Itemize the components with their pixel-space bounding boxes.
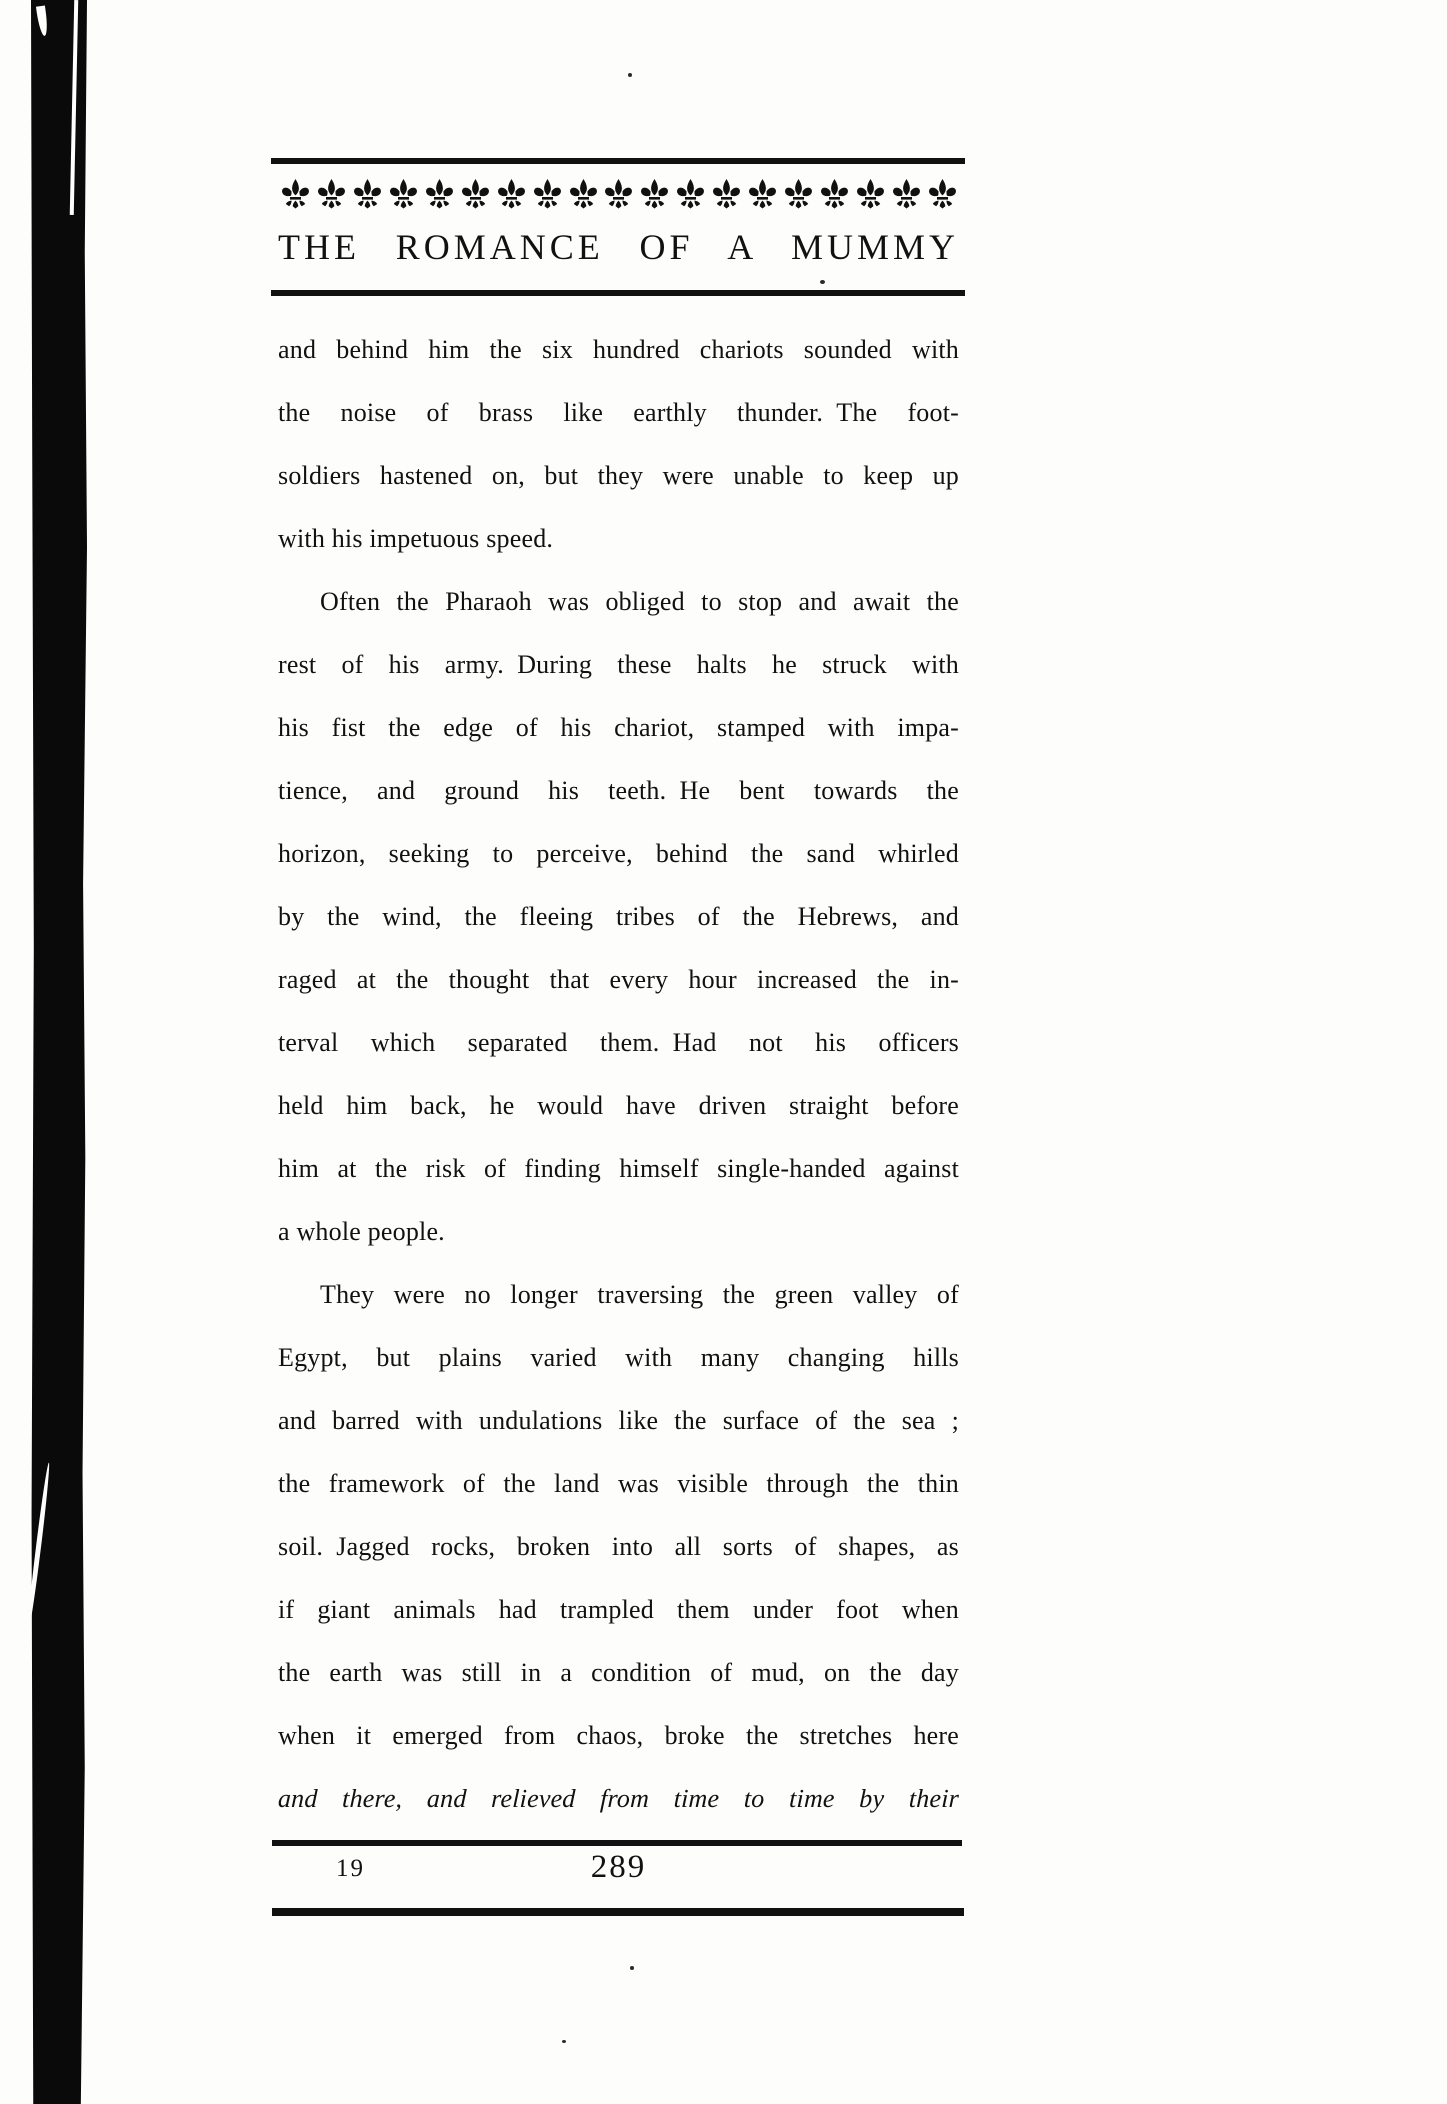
header-top-rule: [271, 158, 965, 164]
body-line: horizon, seeking to perceive, behind the sand whirled: [278, 839, 959, 868]
body-line: with his impetuous speed.: [278, 524, 554, 553]
fleur-de-lis-icon: [424, 174, 455, 213]
body-line: him at the risk of finding himself single-handed against: [278, 1154, 959, 1183]
fleur-de-lis-icon: [568, 174, 599, 213]
body-line: when it emerged from chaos, broke the stretches here: [278, 1721, 959, 1750]
body-line: the earth was still in a condition of mud, on the day: [278, 1658, 959, 1687]
footer-top-rule: [272, 1840, 962, 1846]
body-line: and behind him the six hundred chariots sounded with: [278, 335, 959, 364]
fleur-de-lis-icon: [711, 174, 742, 213]
fleur-de-lis-icon: [927, 174, 958, 213]
scan-speck: [820, 280, 825, 284]
fleur-de-lis-icon: [316, 174, 347, 213]
body-line: by the wind, the fleeing tribes of the Hebrews, and: [278, 902, 959, 931]
fleur-de-lis-icon: [603, 174, 634, 213]
fleur-de-lis-icon: [819, 174, 850, 213]
body-text: [278, 318, 959, 1830]
body-line: his fist the edge of his chariot, stamped with impa-: [278, 713, 959, 742]
body-line: They were no longer traversing the green valley of: [320, 1280, 959, 1309]
fleur-de-lis-icon: [783, 174, 814, 213]
body-line: soil. Jagged rocks, broken into all sorts of shapes, as: [278, 1532, 959, 1561]
body-line: the noise of brass like earthly thunder. The foot-: [278, 398, 959, 427]
scan-speck: [628, 73, 632, 77]
fleur-de-lis-icon: [496, 174, 527, 213]
fleur-de-lis-icon: [855, 174, 886, 213]
body-line: rest of his army. During these halts he struck with: [278, 650, 959, 679]
fleur-de-lis-icon: [891, 174, 922, 213]
scan-speck: [630, 1966, 634, 1970]
body-line: the framework of the land was visible through the thin: [278, 1469, 959, 1498]
fleur-de-lis-icon: [388, 174, 419, 213]
body-line: a whole people.: [278, 1217, 445, 1246]
title-underline-rule: [271, 290, 965, 296]
fleur-de-lis-icon: [352, 174, 383, 213]
body-line: if giant animals had trampled them under foot when: [278, 1595, 959, 1624]
signature-mark: 19: [336, 1855, 365, 1882]
fleur-de-lis-icon: [639, 174, 670, 213]
body-line: Egypt, but plains varied with many changing hills: [278, 1343, 959, 1372]
fleur-de-lis-icon: [460, 174, 491, 213]
body-line: soldiers hastened on, but they were unable to keep up: [278, 461, 959, 490]
fleur-de-lis-icon: [675, 174, 706, 213]
scan-speck: [562, 2040, 566, 2043]
body-line: tience, and ground his teeth. He bent towards the: [278, 776, 959, 805]
footer-bottom-rule: [272, 1908, 964, 1916]
body-line: Often the Pharaoh was obliged to stop and await the: [320, 587, 959, 616]
page-title: THE ROMANCE OF A MUMMY: [278, 227, 959, 267]
scan-gutter-shadow: [31, 0, 87, 2104]
fleur-de-lis-icon: [532, 174, 563, 213]
ornament-row: [280, 170, 958, 216]
body-line: raged at the thought that every hour increased the in-: [278, 965, 959, 994]
page-number: 289: [590, 1849, 647, 1885]
body-line: terval which separated them. Had not his officers: [278, 1028, 959, 1057]
body-line: and barred with undulations like the surface of the sea ;: [278, 1406, 959, 1435]
fleur-de-lis-icon: [280, 174, 311, 213]
body-line: held him back, he would have driven straight before: [278, 1091, 959, 1120]
body-line: and there, and relieved from time to time by their: [277, 1784, 960, 1813]
fleur-de-lis-icon: [747, 174, 778, 213]
